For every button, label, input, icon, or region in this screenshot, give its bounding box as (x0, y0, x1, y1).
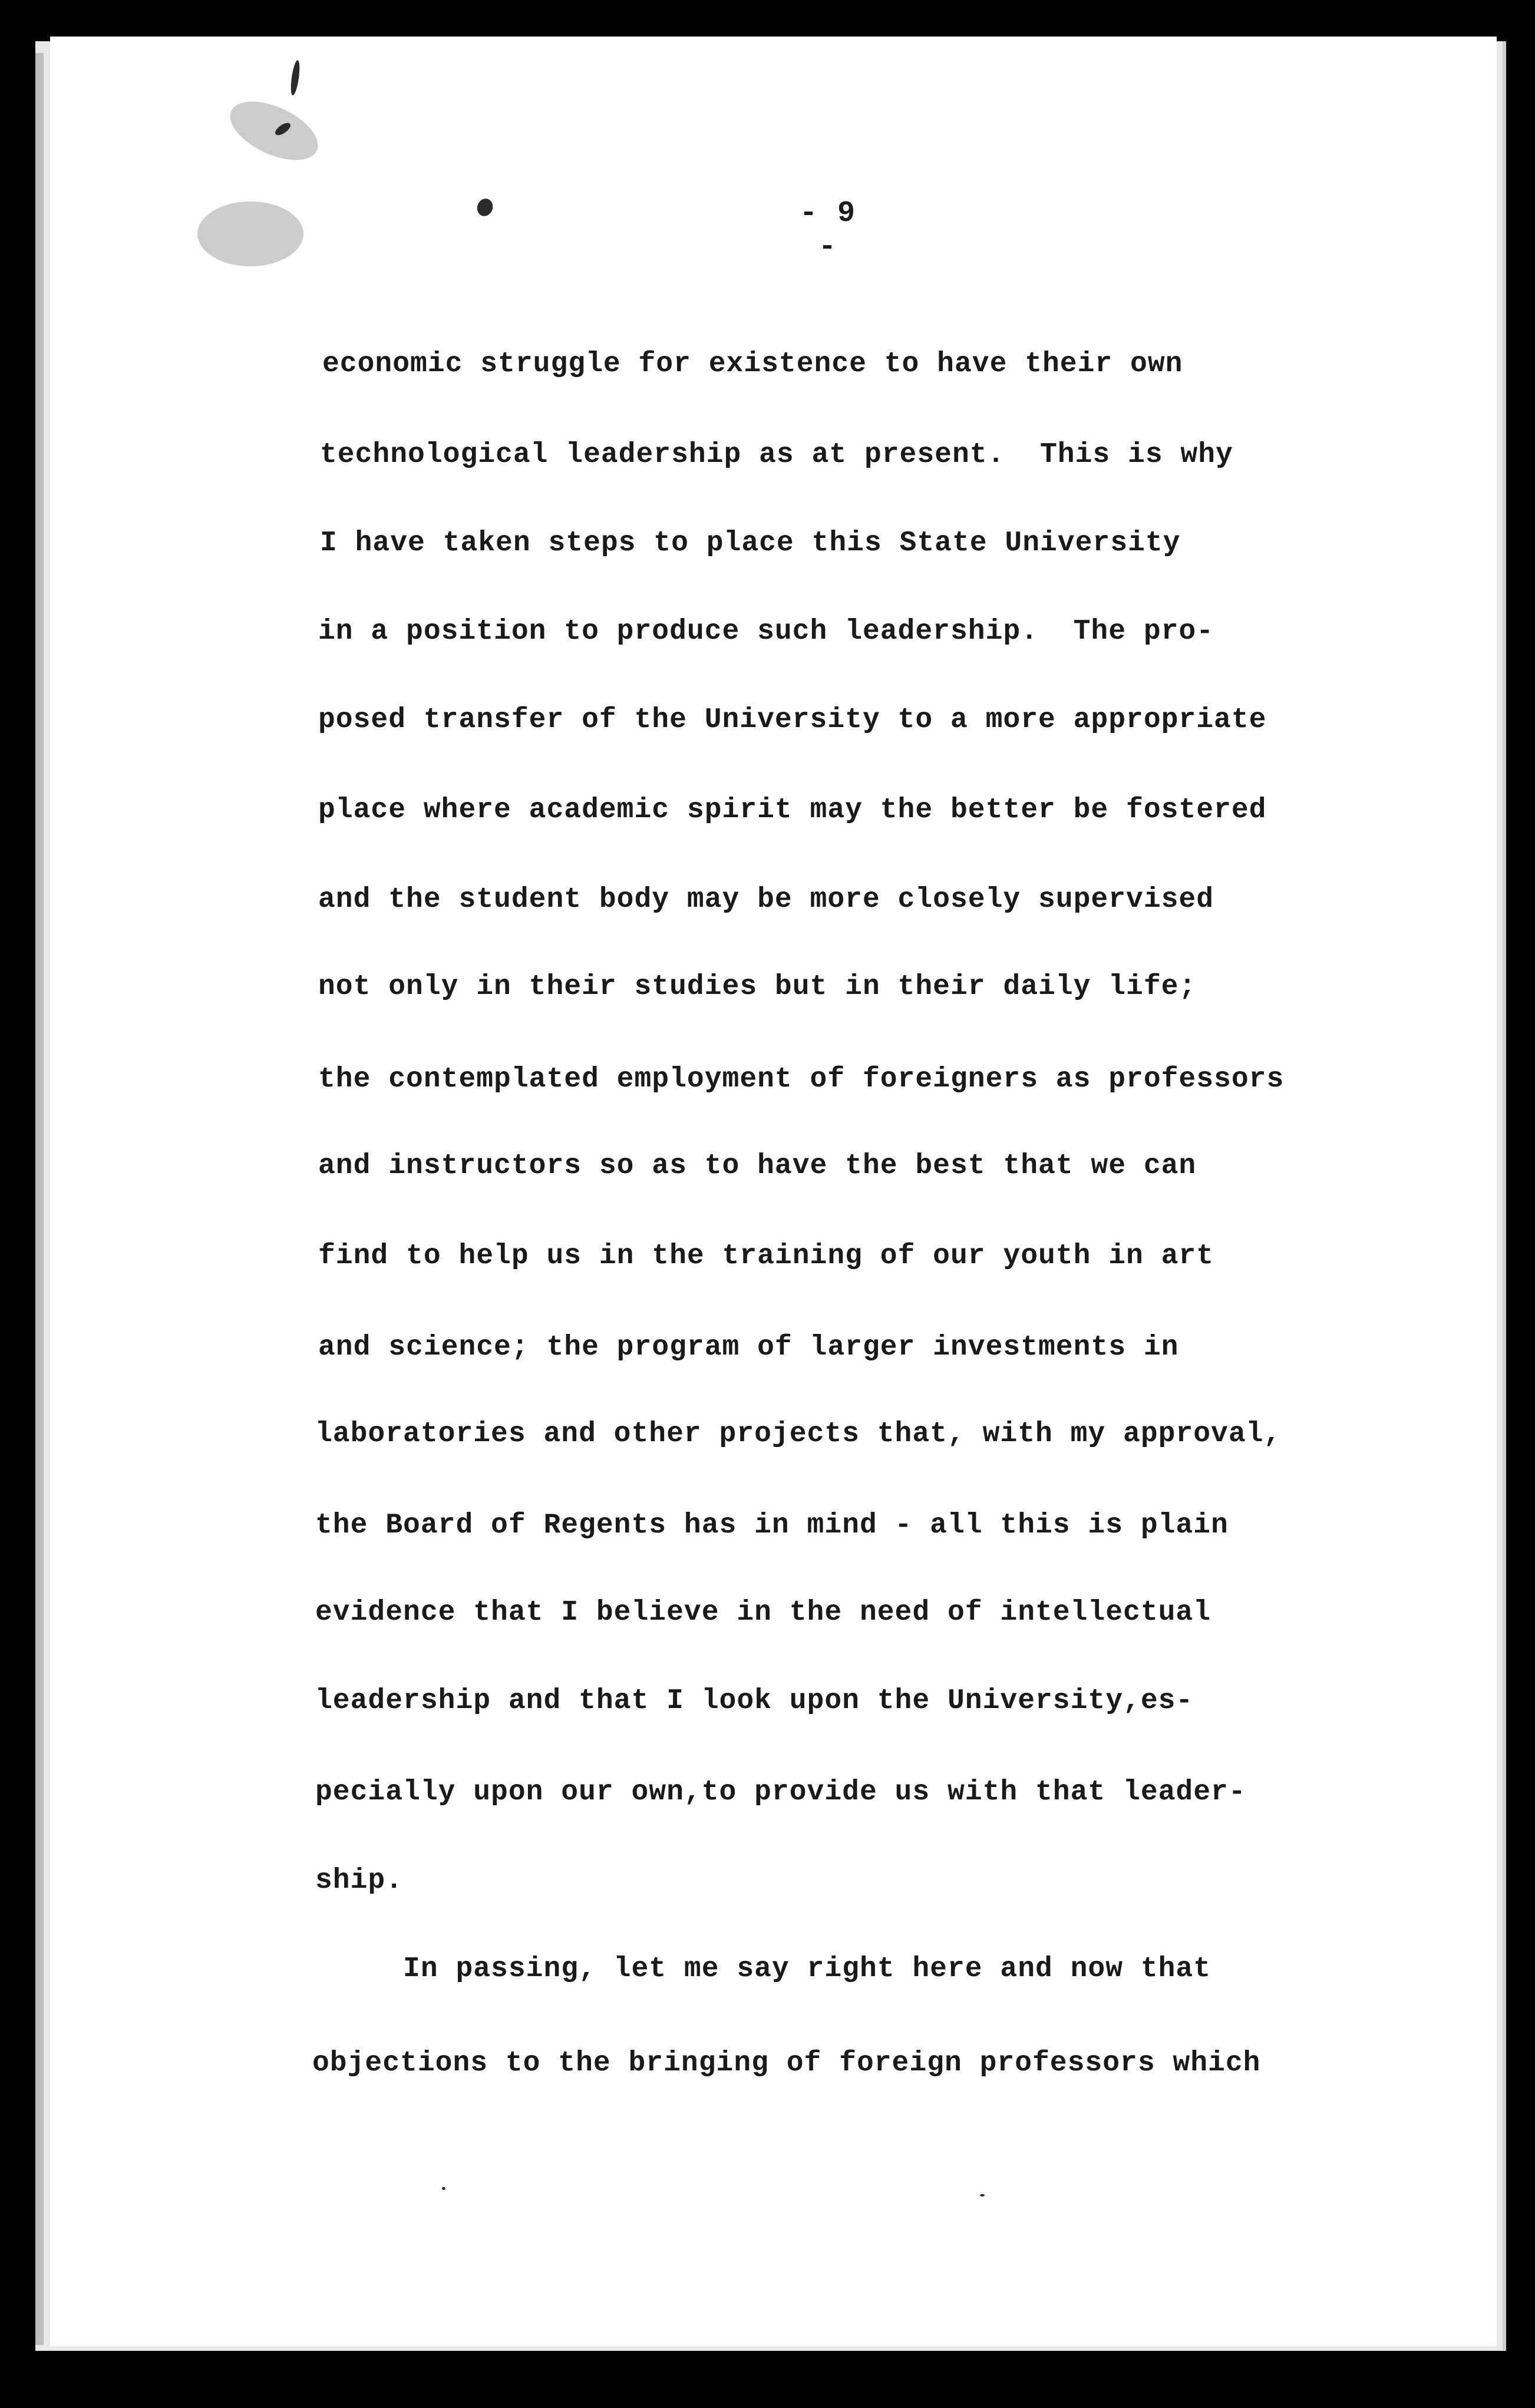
page-edge (35, 53, 44, 2345)
body-line: and science; the program of larger investments in (318, 1332, 1179, 1363)
ink-smudge (289, 60, 301, 95)
body-line: and the student body may be more closely supervised (318, 884, 1214, 916)
body-line: the Board of Regents has in mind - all this is plain (315, 1509, 1229, 1541)
body-line: pecially upon our own,to provide us with that leader- (315, 1776, 1246, 1808)
body-line: I have taken steps to place this State University (320, 527, 1181, 559)
body-line: laboratories and other projects that, with my approval, (315, 1418, 1282, 1450)
body-line: technological leadership as at present. This is why (320, 439, 1233, 471)
body-line: objections to the bringing of foreign professors which (312, 2047, 1261, 2079)
ink-speck (980, 2194, 985, 2196)
ink-speck (442, 2187, 445, 2190)
body-line: and instructors so as to have the best that we can (318, 1150, 1197, 1182)
ink-smudge (475, 196, 496, 218)
document-page (50, 37, 1497, 2346)
body-line: posed transfer of the University to a more appropriate (318, 704, 1267, 736)
body-line: place where academic spirit may the better be fostered (318, 794, 1267, 826)
ink-smudge (222, 90, 327, 172)
body-line: ship. (315, 1865, 404, 1897)
body-line: not only in their studies but in their daily life; (318, 971, 1197, 1003)
body-line: economic struggle for existence to have their own (322, 348, 1183, 380)
ink-smudge (197, 202, 303, 266)
page-number: - 9 - (799, 197, 856, 264)
body-line: evidence that I believe in the need of intellectual (315, 1597, 1212, 1629)
body-line: leadership and that I look upon the University,es- (315, 1685, 1194, 1717)
body-line: In passing, let me say right here and now that (315, 1953, 1212, 1985)
body-line: in a position to produce such leadership. The pro- (318, 616, 1214, 648)
body-line: the contemplated employment of foreigners as professors (318, 1063, 1285, 1095)
body-line: find to help us in the training of our youth in art (318, 1240, 1214, 1272)
